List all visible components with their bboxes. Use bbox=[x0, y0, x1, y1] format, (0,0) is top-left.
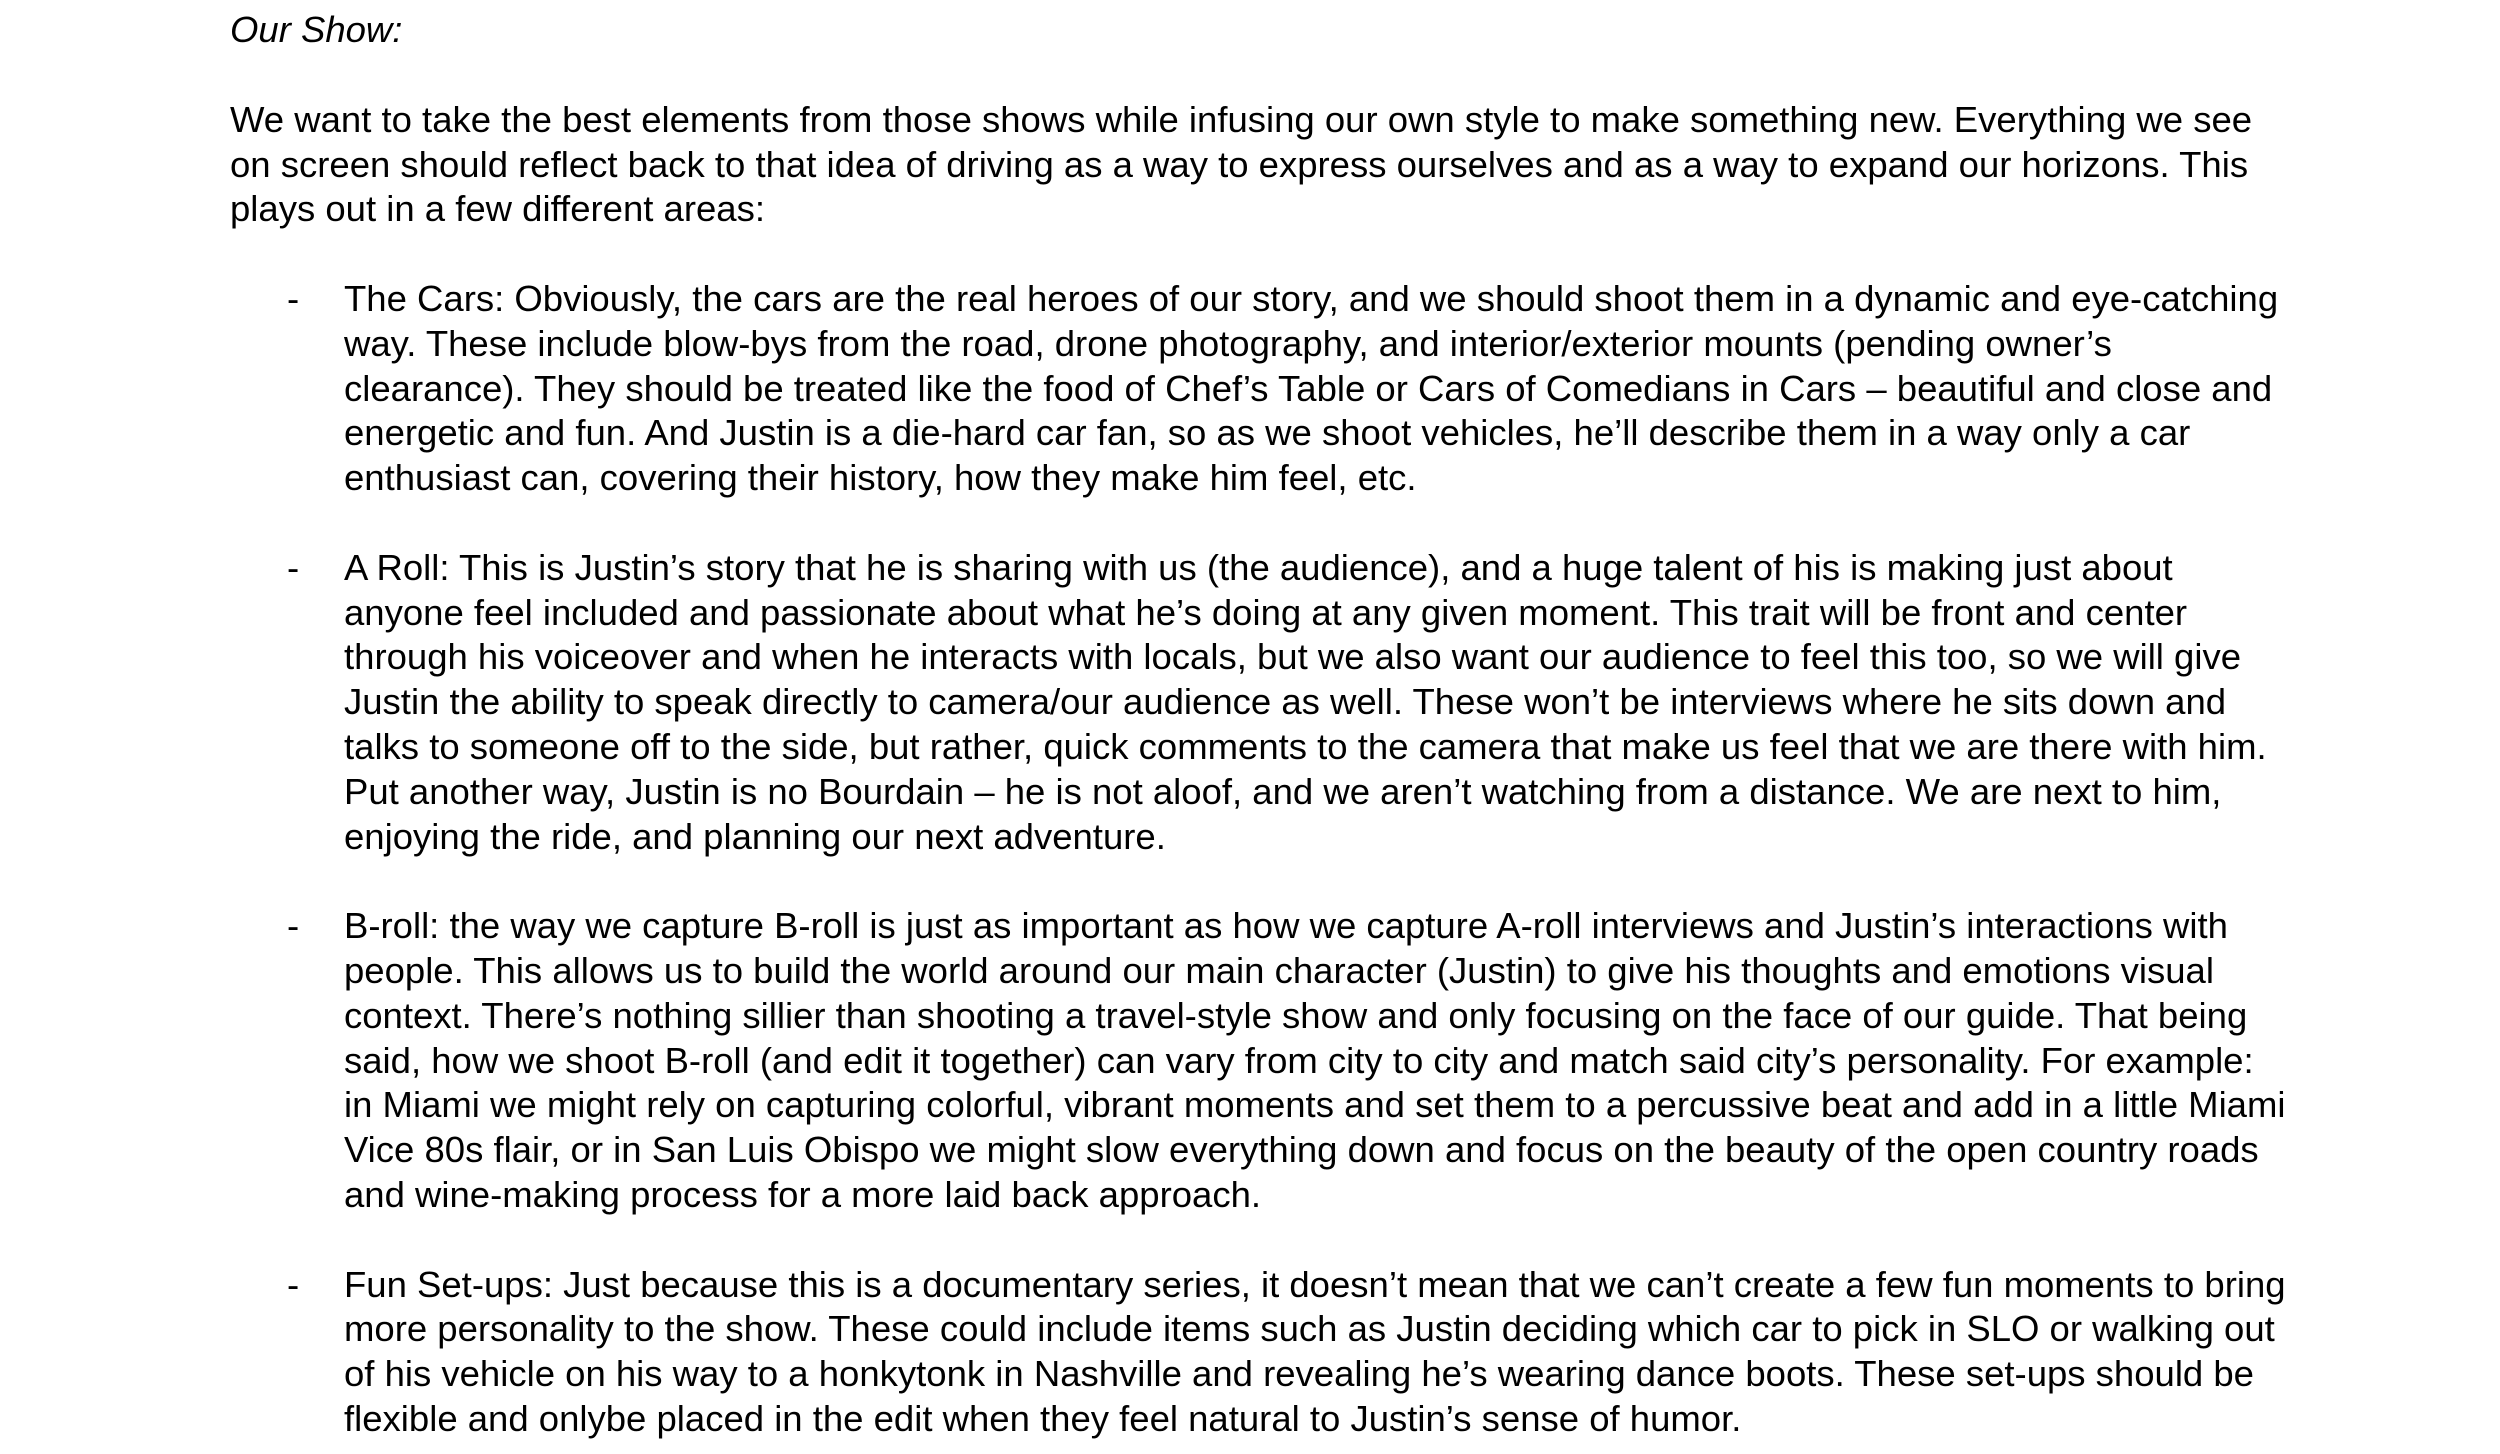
bullet-dash-icon: - bbox=[287, 905, 300, 947]
bullet-item-a-roll bbox=[230, 546, 2290, 860]
bullet-text: Fun Set-ups: Just because this is a documentary series, it doesn’t mean that we can’t create a few fun moments to bring more personality to the show. These could include items such as Justin deciding which car to pick in SLO or walking out of his vehicle on his way to a honkytonk in Nashville and revealing he’s wearing dance boots. These set-ups should be flexible and onlybe placed in the edit when they feel natural to Justin’s sense of humor. bbox=[344, 1263, 2286, 1439]
bullet-item-cars bbox=[230, 277, 2290, 501]
bullet-dash-icon: - bbox=[287, 1263, 300, 1305]
bullet-item-b-roll bbox=[230, 904, 2290, 1218]
document-page bbox=[230, 8, 2290, 1442]
intro-paragraph: We want to take the best elements from those shows while infusing our own style to make something new. Everything we see on screen should reflect back to that idea of driving as a way to express ourselves and as a way to expand our horizons. This plays out in a few different areas: bbox=[230, 98, 2253, 230]
bullet-item-fun-set-ups bbox=[230, 1263, 2290, 1442]
bullet-dash-icon: - bbox=[287, 277, 300, 319]
bullet-text: A Roll: This is Justin’s story that he is sharing with us (the audience), and a huge talent of his is making just about anyone feel included and passionate about what he’s doing at any given moment. This trait will be front and center through his voiceover and when he interacts with locals, but we also want our audience to feel this too, so we will give Justin the ability to speak directly to camera/our audience as well. These won’t be interviews where he sits down and talks to someone off to the side, but rather, quick comments to the camera that make us feel that we are there with him. Put another way, Justin is no Bourdain – he is not aloof, and we aren’t watching from a distance. We are next to him, enjoying the ride, and planning our next adventure. bbox=[344, 546, 2267, 857]
bullet-list bbox=[230, 277, 2290, 1442]
bullet-text: The Cars: Obviously, the cars are the real heroes of our story, and we should shoot them in a dynamic and eye-catching way. These include blow-bys from the road, drone photography, and interior/exterior mounts (pending owner’s clearance). They should be treated like the food of Chef’s Table or Cars of Comedians in Cars – beautiful and close and energetic and fun. And Justin is a die-hard car fan, so as we shoot vehicles, he’ll describe them in a way only a car enthusiast can, covering their history, how they make him feel, etc. bbox=[344, 277, 2279, 499]
section-heading: Our Show: bbox=[230, 9, 403, 50]
bullet-text: B-roll: the way we capture B-roll is just as important as how we capture A-roll interviews and Justin’s interactions with people. This allows us to build the world around our main character (Justin) to give his thoughts and emotions visual context. There’s nothing sillier than shooting a travel-style show and only focusing on the face of our guide. That being said, how we shoot B-roll (and edit it together) can vary from city to city and match said city’s personality. For example: in Miami we might rely on capturing colorful, vibrant moments and set them to a percussive beat and add in a little Miami Vice 80s flair, or in San Luis Obispo we might slow everything down and focus on the beauty of the open country roads and wine-making process for a more laid back approach. bbox=[344, 905, 2286, 1215]
bullet-dash-icon: - bbox=[287, 546, 300, 588]
